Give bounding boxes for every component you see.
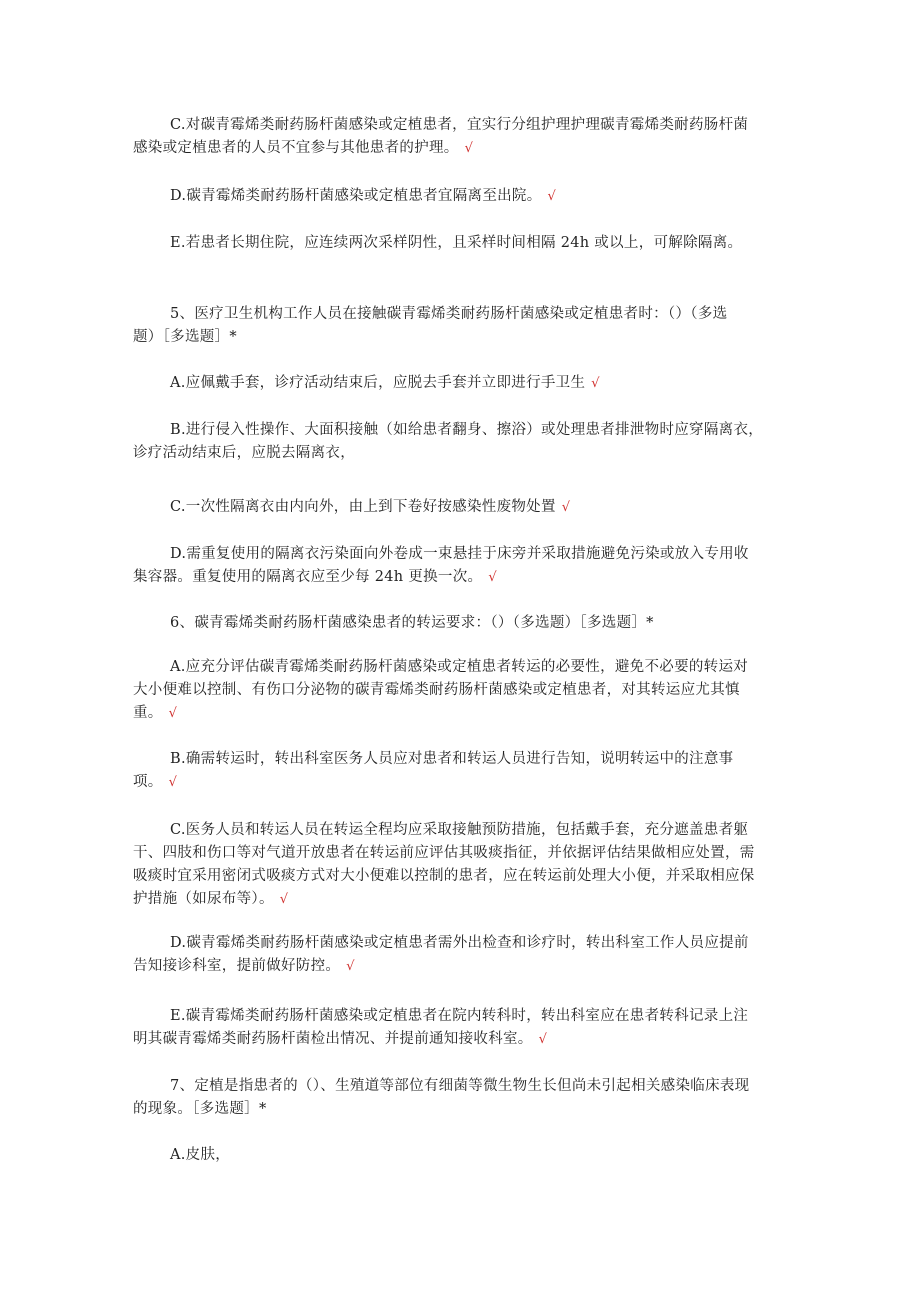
option-e-release-isolation [133,232,803,255]
text-line: 吸痰时宜采用密闭式吸痰方式对大小便难以控制的患者，应在转运前处理大小便，并采取相应保 [133,868,755,884]
question-7 [133,1075,803,1121]
text-line: 项。 [133,774,163,790]
text-line: A.应充分评估碳青霉烯类耐药肠杆菌感染或定植患者转运的必要性，避免不必要的转运对 [170,659,749,675]
text-line: B.进行侵入性操作、大面积接触（如给患者翻身、擦浴）或处理患者排泄物时应穿隔离衣， [170,422,764,438]
check-mark-icon: √ [168,706,178,721]
question-6 [133,612,803,635]
text-line: A.皮肤， [170,1147,231,1163]
q6-option-d [133,932,803,978]
check-mark-icon: √ [561,500,571,515]
q6-option-a [133,656,803,725]
q7-option-a [133,1144,803,1167]
text-line: 干、四肢和伤口等对气道开放患者在转运前应评估其吸痰指征，并依据评估结果做相应处置，需 [133,845,755,861]
check-mark-icon: √ [346,959,355,974]
text-line: 告知接诊科室，提前做好防控。 [133,958,341,974]
text-line: A.应佩戴手套，诊疗活动结束后，应脱去手套并立即进行手卫生 [170,375,586,391]
text-line: C.对碳青霉烯类耐药肠杆菌感染或定植患者，宜实行分组护理护理碳青霉烯类耐药肠杆菌 [170,117,749,133]
text-line: 护措施（如尿布等）。 [133,891,274,907]
text-line: D.碳青霉烯类耐药肠杆菌感染或定植患者宜隔离至出院。 [170,188,542,204]
q5-option-a [133,372,803,395]
text-line: 重。 [133,705,163,721]
text-line: 感染或定植患者的人员不宜参与其他患者的护理。 [133,140,459,156]
text-line: C.一次性隔离衣由内向外，由上到下卷好按感染性废物处置 [170,499,556,515]
text-line: 集容器。重复使用的隔离衣应至少每 24h 更换一次。 [133,569,483,585]
q5-option-c [133,496,803,519]
text-line: 明其碳青霉烯类耐药肠杆菌检出情况、并提前通知接收科室。 [133,1031,533,1047]
question-text: 5、医疗卫生机构工作人员在接触碳青霉烯类耐药肠杆菌感染或定植患者时：（）（多选 [170,306,728,322]
text-line: E.若患者长期住院，应连续两次采样阴性，且采样时间相隔 24h 或以上，可解除隔离。 [170,235,743,251]
q5-option-b [133,419,803,465]
text-line: D.需重复使用的隔离衣污染面向外卷成一束悬挂于床旁并采取措施避免污染或放入专用收 [170,546,749,562]
question-text: 的现象。［多选题］* [133,1101,267,1117]
q6-option-c [133,819,803,911]
q5-option-d [133,543,803,589]
option-d-isolate-until-discharge [133,185,803,208]
check-mark-icon: √ [538,1032,548,1047]
check-mark-icon: √ [488,570,497,585]
text-line: D.碳青霉烯类耐药肠杆菌感染或定植患者需外出检查和诊疗时，转出科室工作人员应提前 [170,935,749,951]
check-mark-icon: √ [279,892,289,907]
check-mark-icon: √ [591,376,600,391]
question-5 [133,303,803,349]
q6-option-e [133,1005,803,1051]
text-line: 大小便难以控制、有伤口分泌物的碳青霉烯类耐药肠杆菌感染或定植患者，对其转运应尤其慎 [133,682,740,698]
question-text: 题）［多选题］* [133,329,237,345]
text-line: E.碳青霉烯类耐药肠杆菌感染或定植患者在院内转科时，转出科室应在患者转科记录上注 [170,1008,749,1024]
text-line: B.确需转运时，转出科室医务人员应对患者和转运人员进行告知，说明转运中的注意事 [170,751,734,767]
question-text: 6、碳青霉烯类耐药肠杆菌感染患者的转运要求：（）（多选题）［多选题］* [170,615,654,631]
text-line: C.医务人员和转运人员在转运全程均应采取接触预防措施，包括戴手套，充分遮盖患者躯 [170,822,749,838]
text-line: 诊疗活动结束后，应脱去隔离衣， [133,445,355,461]
question-text: 7、定植是指患者的（）、生殖道等部位有细菌等微生物生长但尚未引起相关感染临床表现 [170,1078,750,1094]
check-mark-icon: √ [547,189,557,204]
option-c-grouped-care [133,114,803,160]
q6-option-b [133,748,803,794]
check-mark-icon: √ [464,141,474,156]
check-mark-icon: √ [168,775,178,790]
